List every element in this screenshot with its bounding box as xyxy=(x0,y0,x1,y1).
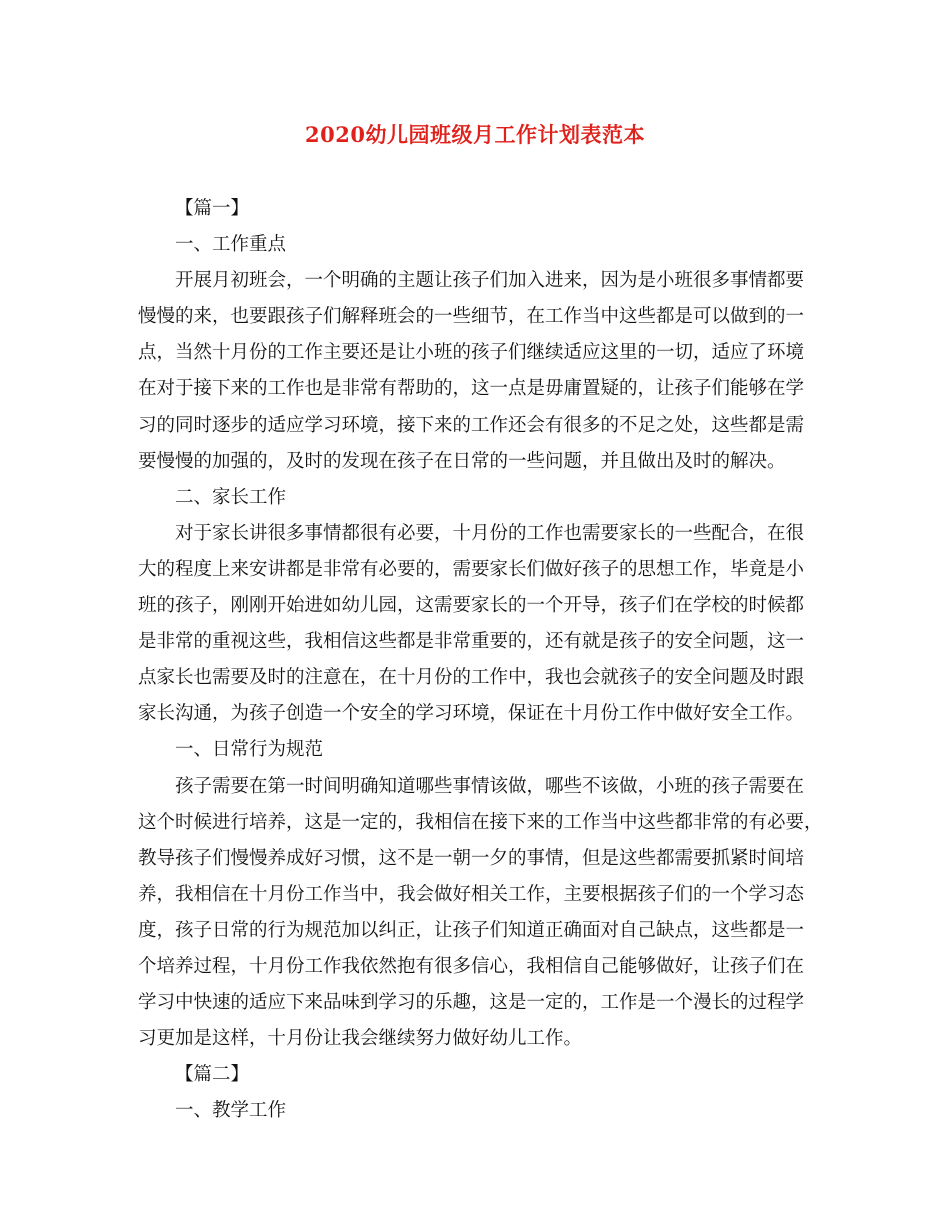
text-line: 习更加是这样，十月份让我会继续努力做好幼儿工作。 xyxy=(138,1028,583,1050)
text-line: 一、日常行为规范 xyxy=(175,739,324,761)
text-line: 在对于接下来的工作也是非常有帮助的，这一点是毋庸置疑的，让孩子们能够在学 xyxy=(138,378,805,400)
text-line: 开展月初班会，一个明确的主题让孩子们加入进来，因为是小班很多事情都要 xyxy=(175,270,805,292)
text-line: 习的同时逐步的适应学习环境，接下来的工作还会有很多的不足之处，这些都是需 xyxy=(138,414,805,436)
text-line: 【篇一】 xyxy=(175,198,250,219)
text-line: 大的程度上来安讲都是非常有必要的，需要家长们做好孩子的思想工作，毕竟是小 xyxy=(138,558,805,580)
text-line: 班的孩子，刚刚开始进如幼儿园，这需要家长的一个开导，孩子们在学校的时候都 xyxy=(138,595,805,617)
text-line: 学习中快速的适应下来品味到学习的乐趣，这是一定的，工作是一个漫长的过程学 xyxy=(138,992,805,1014)
document-body xyxy=(138,191,828,1129)
text-line: 点，当然十月份的工作主要还是让小班的孩子们继续适应这里的一切，适应了环境 xyxy=(138,342,805,364)
text-line: 一、教学工作 xyxy=(175,1100,287,1122)
text-line: 养，我相信在十月份工作当中，我会做好相关工作，主要根据孩子们的一个学习态 xyxy=(138,883,805,905)
text-line: 这个时候进行培养，这是一定的，我相信在接下来的工作当中这些都非常的有必要， xyxy=(138,811,823,833)
text-line: 度，孩子日常的行为规范加以纠正，让孩子们知道正确面对自己缺点，这些都是一 xyxy=(138,919,805,941)
text-line: 点家长也需要及时的注意在，在十月份的工作中，我也会就孩子的安全问题及时跟 xyxy=(138,667,805,689)
text-line: 【篇二】 xyxy=(175,1064,250,1086)
text-line: 孩子需要在第一时间明确知道哪些事情该做，哪些不该做，小班的孩子需要在 xyxy=(175,775,805,797)
text-line: 个培养过程，十月份工作我依然抱有很多信心，我相信自己能够做好，让孩子们在 xyxy=(138,955,805,977)
document-title: 2020幼儿园班级月工作计划表范本 xyxy=(305,122,645,147)
text-line: 二、家长工作 xyxy=(175,486,287,508)
text-line: 要慢慢的加强的，及时的发现在孩子在日常的一些问题，并且做出及时的解决。 xyxy=(138,450,786,472)
text-line: 是非常的重视这些，我相信这些都是非常重要的，还有就是孩子的安全问题，这一 xyxy=(138,631,805,653)
text-line: 慢慢的来，也要跟孩子们解释班会的一些细节，在工作当中这些都是可以做到的一 xyxy=(138,306,805,328)
text-line: 教导孩子们慢慢养成好习惯，这不是一朝一夕的事情，但是这些都需要抓紧时间培 xyxy=(138,847,805,869)
text-line: 家长沟通，为孩子创造一个安全的学习环境，保证在十月份工作中做好安全工作。 xyxy=(138,703,805,725)
text-line: 一、工作重点 xyxy=(175,234,287,256)
text-line: 对于家长讲很多事情都很有必要，十月份的工作也需要家长的一些配合，在很 xyxy=(175,522,805,544)
